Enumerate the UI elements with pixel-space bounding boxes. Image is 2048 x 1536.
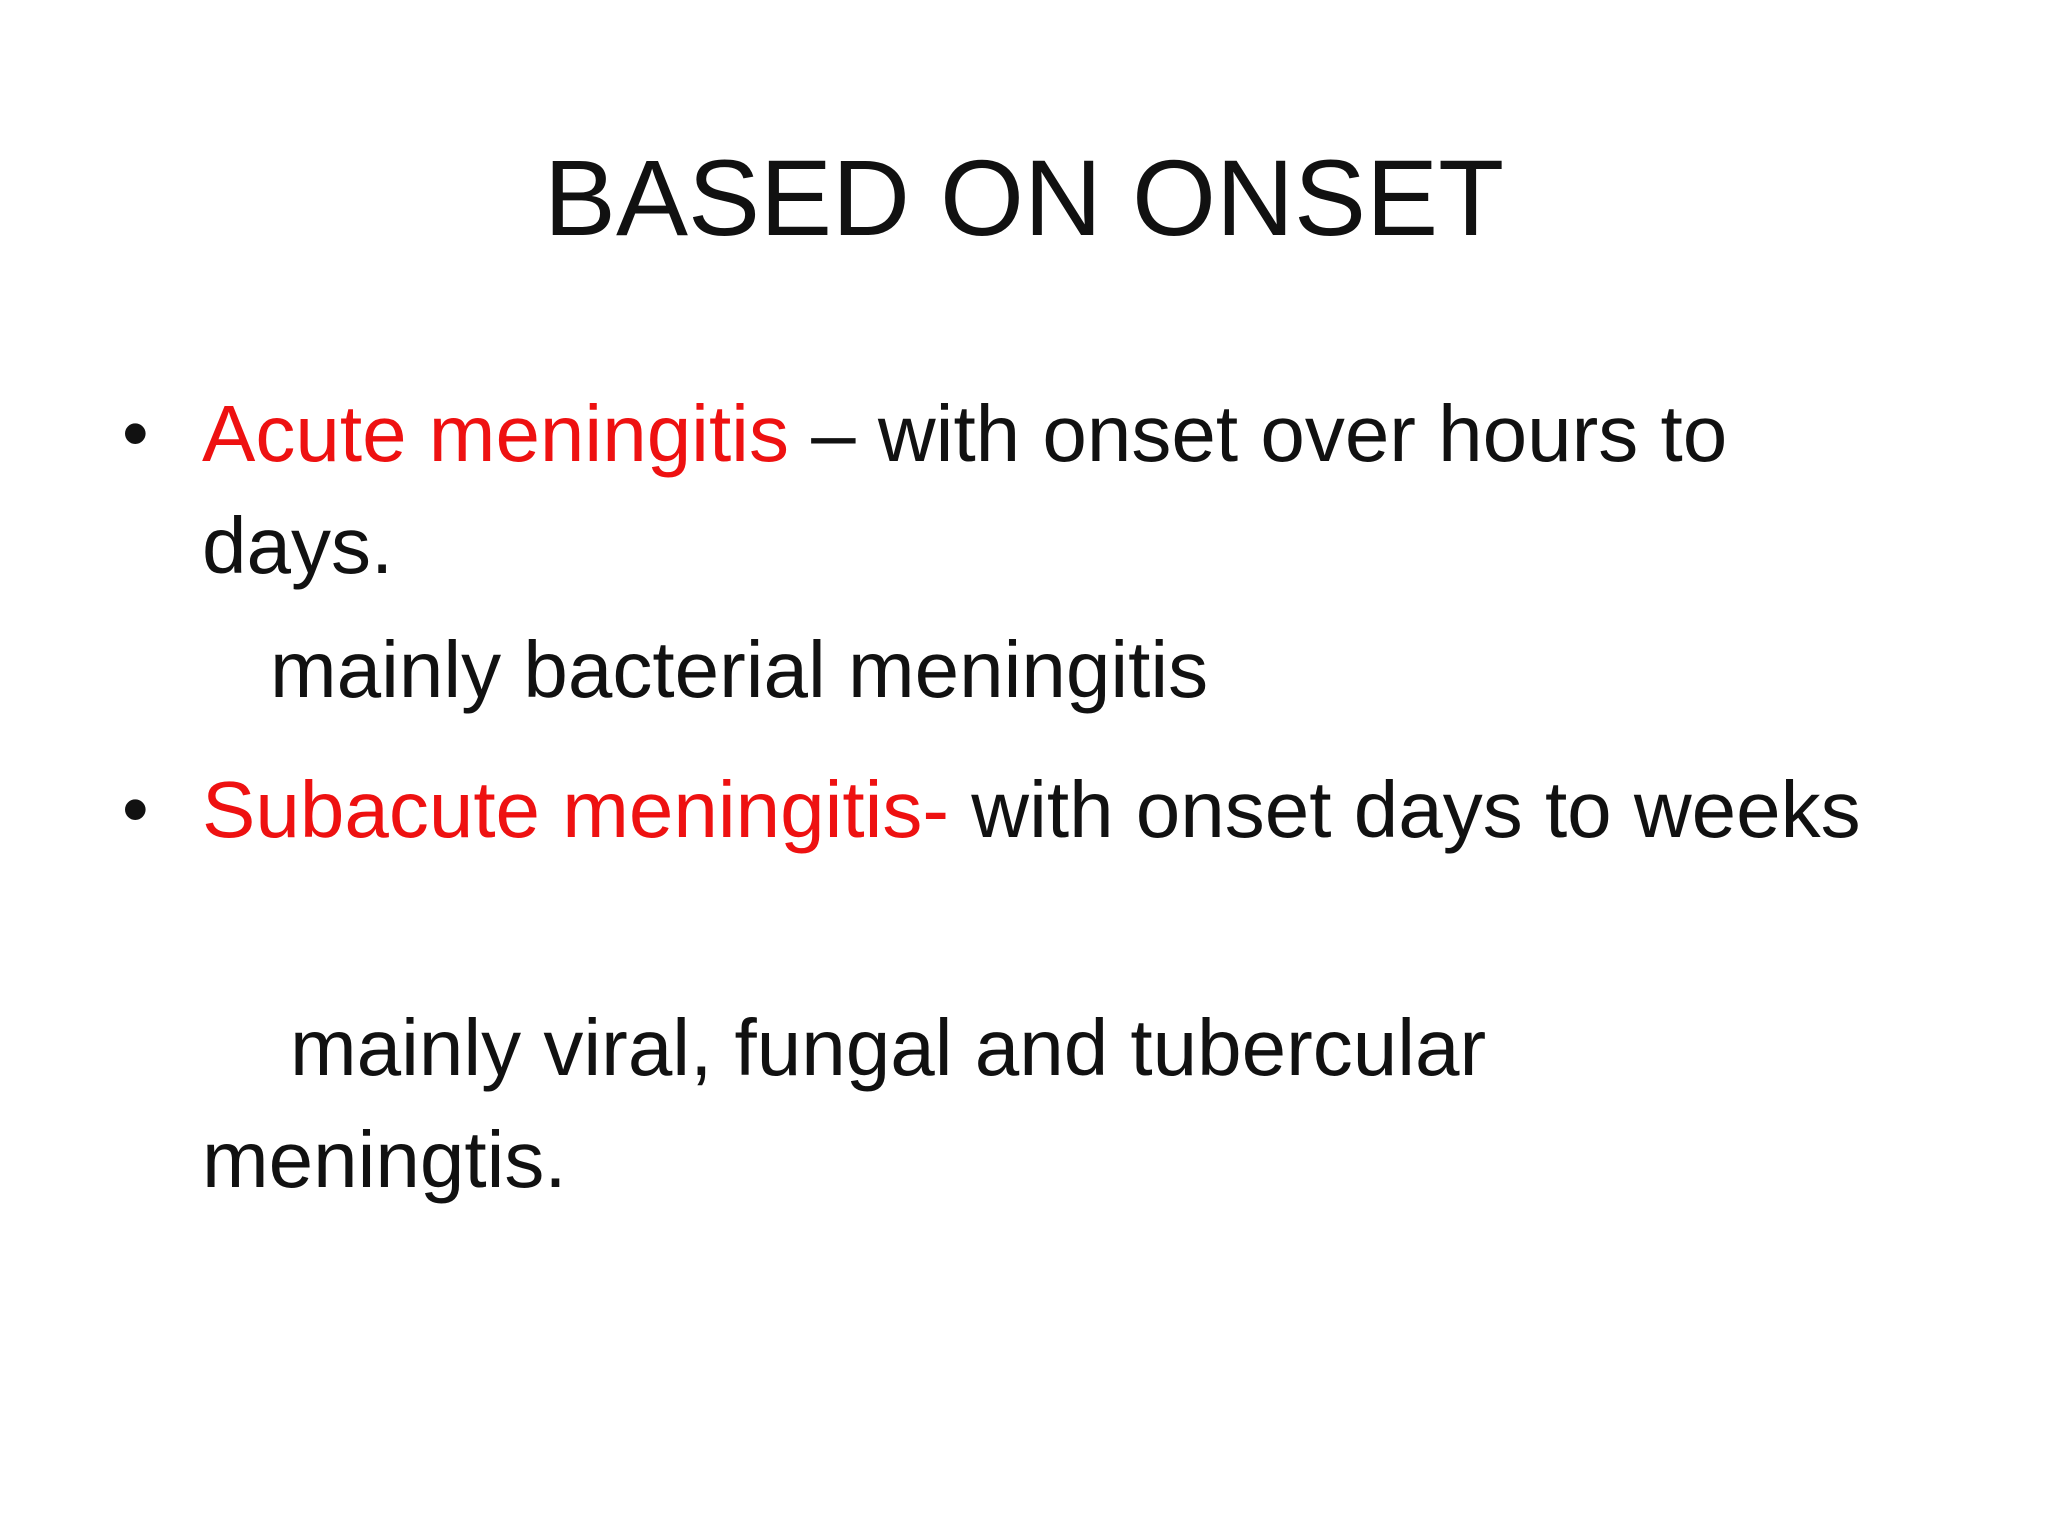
bullet-text	[202, 378, 1902, 602]
subacute-note-line1: mainly viral, fungal and tubercular	[290, 1003, 1487, 1092]
bullet-dot: •	[122, 391, 149, 476]
bullet-dot: •	[122, 767, 149, 852]
bullet-description: – with onset over hours to days.	[202, 389, 1728, 590]
subacute-note-line2: meningtis.	[202, 1115, 567, 1204]
acute-note: mainly bacterial meningitis	[270, 625, 1209, 714]
slide-title: BASED ON ONSET	[543, 137, 1505, 258]
bullet-highlight-term: Subacute meningitis-	[202, 765, 950, 854]
bullet-description: with onset days to weeks	[949, 765, 1861, 854]
bullet-subacute-meningitis	[122, 754, 1902, 866]
bullet-acute-meningitis	[122, 378, 1902, 602]
bullet-text	[202, 754, 1902, 866]
bullet-highlight-term: Acute meningitis	[202, 389, 789, 478]
